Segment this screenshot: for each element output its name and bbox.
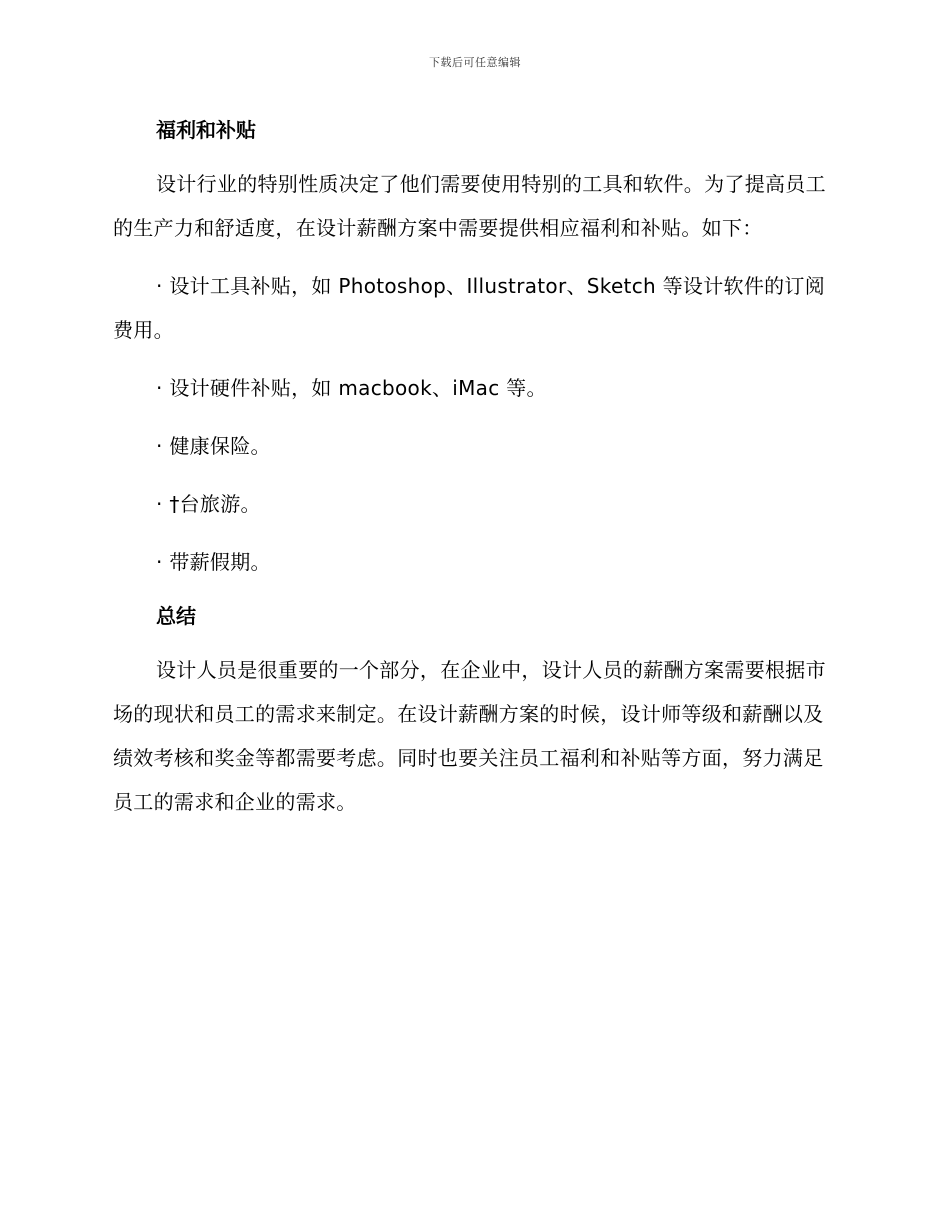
benefit-item-insurance: · 健康保险。 — [156, 434, 271, 458]
section-heading-summary: 总结 — [156, 604, 196, 628]
benefit-item-travel: · †台旅游。 — [156, 492, 261, 516]
benefit-item-paid-leave: · 带薪假期。 — [156, 550, 271, 574]
benefit-item-hardware: · 设计硬件补贴，如 macbook、iMac 等。 — [156, 376, 547, 400]
page-header: 下载后可任意编辑 — [429, 56, 521, 69]
benefits-intro-paragraph: 设计行业的特别性质决定了他们需要使用特别的工具和软件。为了提高员工的生产力和舒适度，在设计薪酬方案中需要提供相应福利和补贴。如下： — [113, 172, 826, 240]
benefit-item-software: · 设计工具补贴，如 Photoshop、Illustrator、Sketch 等设计软件的订阅费用。 — [113, 274, 826, 342]
section-heading-benefits: 福利和补贴 — [156, 118, 256, 142]
summary-paragraph: 设计人员是很重要的一个部分，在企业中，设计人员的薪酬方案需要根据市场的现状和员工的需求来制定。在设计薪酬方案的时候，设计师等级和薪酬以及绩效考核和奖金等都需要考虑。同时也要关注员工福利和补贴等方面，努力满足员工的需求和企业的需求。 — [113, 658, 826, 814]
document-body — [113, 112, 833, 824]
